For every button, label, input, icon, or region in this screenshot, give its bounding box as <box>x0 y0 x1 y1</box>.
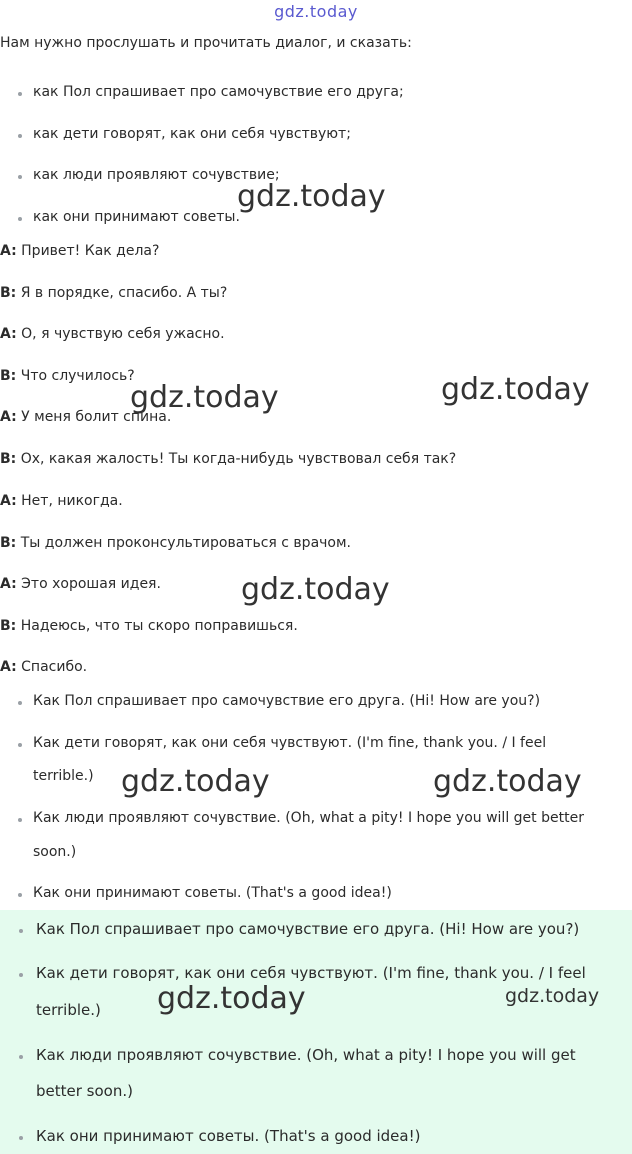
dialogue-line <box>0 326 225 342</box>
speaker-label: A: <box>0 243 17 259</box>
dialogue-line <box>0 618 298 634</box>
highlighted-answer-item: Как Пол спрашивает про самочувствие его друга. (Hi! How are you?) <box>36 920 580 938</box>
dialogue-line <box>0 243 159 259</box>
dialogue-text: Я в порядке, спасибо. А ты? <box>16 285 228 301</box>
dialogue-line <box>0 535 351 551</box>
task-item: как они принимают советы. <box>33 209 240 225</box>
speaker-label: A: <box>0 659 17 675</box>
dialogue-line <box>0 493 123 509</box>
speaker-label: A: <box>0 326 17 342</box>
answer-item-continuation: soon.) <box>33 844 77 860</box>
speaker-label: B: <box>0 535 17 551</box>
watermark: gdz.today <box>157 981 306 1016</box>
answer-item: Как Пол спрашивает про самочувствие его друга. (Hi! How are you?) <box>33 693 541 709</box>
dialogue-line <box>0 285 227 301</box>
dialogue-text: У меня болит спина. <box>16 409 172 425</box>
task-item: как дети говорят, как они себя чувствуют; <box>33 126 351 142</box>
watermark: gdz.today <box>441 372 590 407</box>
dialogue-line <box>0 576 161 592</box>
dialogue-text: Ты должен проконсультироваться с врачом. <box>16 535 351 551</box>
watermark: gdz.today <box>121 764 270 799</box>
task-item: как Пол спрашивает про самочувствие его друга; <box>33 84 404 100</box>
highlighted-answer-item: Как люди проявляют сочувствие. (Oh, what a pity! I hope you will get <box>36 1046 576 1064</box>
highlighted-answer-item: Как они принимают советы. (That's a good idea!) <box>36 1127 421 1145</box>
speaker-label: A: <box>0 409 17 425</box>
highlighted-answer-item: Как дети говорят, как они себя чувствуют. (I'm fine, thank you. / I feel <box>36 964 586 982</box>
dialogue-text: Это хорошая идея. <box>16 576 161 592</box>
watermark: gdz.today <box>505 985 600 1007</box>
dialogue-text: Привет! Как дела? <box>16 243 160 259</box>
answer-item: Как люди проявляют сочувствие. (Oh, what a pity! I hope you will get better <box>33 810 584 826</box>
answer-item: Как они принимают советы. (That's a good idea!) <box>33 885 392 901</box>
top-watermark: gdz.today <box>274 2 358 21</box>
answer-item: Как дети говорят, как они себя чувствуют. (I'm fine, thank you. / I feel <box>33 735 547 751</box>
watermark: gdz.today <box>130 380 279 415</box>
highlighted-answers-panel <box>0 910 632 1154</box>
speaker-label: A: <box>0 576 17 592</box>
answer-item-continuation: terrible.) <box>33 768 94 784</box>
watermark: gdz.today <box>237 179 386 214</box>
dialogue-line <box>0 451 456 467</box>
watermark: gdz.today <box>241 572 390 607</box>
speaker-label: B: <box>0 368 17 384</box>
dialogue-text: Спасибо. <box>16 659 88 675</box>
highlighted-answer-continuation: better soon.) <box>36 1082 133 1100</box>
dialogue-line <box>0 368 135 384</box>
watermark: gdz.today <box>433 764 582 799</box>
highlighted-answer-continuation: terrible.) <box>36 1001 101 1019</box>
task-item: как люди проявляют сочувствие; <box>33 167 280 183</box>
speaker-label: A: <box>0 493 17 509</box>
dialogue-text: О, я чувствую себя ужасно. <box>16 326 225 342</box>
dialogue-text: Ох, какая жалость! Ты когда-нибудь чувствовал себя так? <box>16 451 457 467</box>
dialogue-text: Нет, никогда. <box>16 493 123 509</box>
dialogue-text: Что случилось? <box>16 368 135 384</box>
speaker-label: B: <box>0 285 17 301</box>
dialogue-text: Надеюсь, что ты скоро поправишься. <box>16 618 298 634</box>
intro-text: Нам нужно прослушать и прочитать диалог, и сказать: <box>0 35 412 51</box>
speaker-label: B: <box>0 618 17 634</box>
dialogue-line <box>0 659 87 675</box>
speaker-label: B: <box>0 451 17 467</box>
